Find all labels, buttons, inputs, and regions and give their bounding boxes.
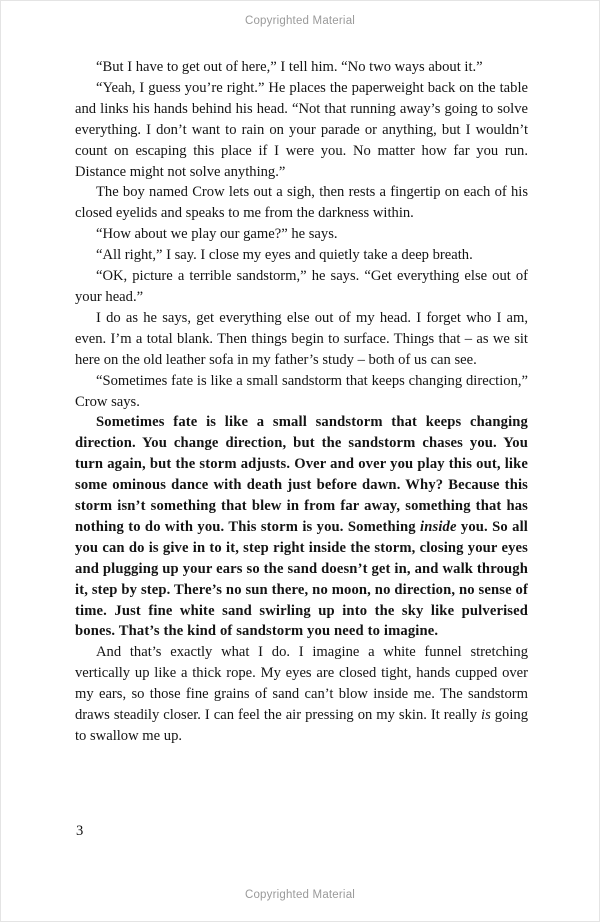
paragraph: “Yeah, I guess you’re right.” He places the paperweight back on the table and links his hands behind his head. “Not that running away’s going to solve everything. I don’t want to rain on your parade or anything, but I wouldn’t count on escaping this place if I were you. No matter how far you run. Distance might not solve anything.” [75, 79, 528, 180]
paragraph: The boy named Crow lets out a sigh, then rests a fingertip on each of his closed eyelids and speaks to me from the darkness within. [75, 184, 528, 222]
paragraph: “OK, picture a terrible sandstorm,” he says. “Get everything else out of your head.” [75, 268, 528, 305]
bold-passage-text-before: Sometimes fate is like a small sandstorm that keeps changing direction. You change direction, but the sandstorm chases you. You turn again, but the storm adjusts. Over and over you play this out, like some ominous dance with death just before dawn. Why? Because this storm isn’t something that blew in from far away, something that has nothing to do with you. This storm is you. Something [75, 414, 528, 535]
copyright-footer-notice: Copyrighted Material [244, 889, 356, 901]
copyright-header-notice: Copyrighted Material [244, 15, 356, 27]
text-block [75, 57, 528, 747]
final-paragraph-text-before: And that’s exactly what I do. I imagine a white funnel stretching vertically up like a thick rope. My eyes are closed tight, hands cupped over my ears, so those fine grains of sand can’t blow inside me. The sandstorm draws steadily closer. I can feel the air pressing on my skin. It really [75, 644, 528, 724]
italic-word-is: is [481, 707, 491, 724]
italic-word-inside: inside [420, 518, 457, 535]
paragraph: “All right,” I say. I close my eyes and quietly take a deep breath. [96, 247, 473, 264]
paragraph: “But I have to get out of here,” I tell him. “No two ways about it.” [96, 59, 483, 75]
paragraph: I do as he says, get everything else out of my head. I forget who I am, even. I’m a total blank. Then things begin to surface. Things that – as we sit here on the old leather sofa in my father’s study – both of us can see. [75, 309, 528, 368]
bold-sandstorm-passage [75, 412, 528, 642]
page-number: 3 [76, 823, 84, 839]
bold-passage-text-after: you. So all you can do is give in to it, step right inside the storm, closing your eyes and plugging up your ears so the sand doesn’t get in, and walk through it, step by step. There’s no sun there, no moon, no direction, no sense of time. Just fine white sand swirling up into the sky like pulverised bones. That’s the kind of sandstorm you need to imagine. [75, 518, 528, 640]
paragraph: “How about we play our game?” he says. [96, 226, 338, 243]
paragraph: “Sometimes fate is like a small sandstorm that keeps changing direction,” Crow says. [75, 372, 528, 410]
final-paragraph-text-after: going to swallow me up. [75, 707, 528, 744]
final-paragraph [75, 642, 528, 747]
